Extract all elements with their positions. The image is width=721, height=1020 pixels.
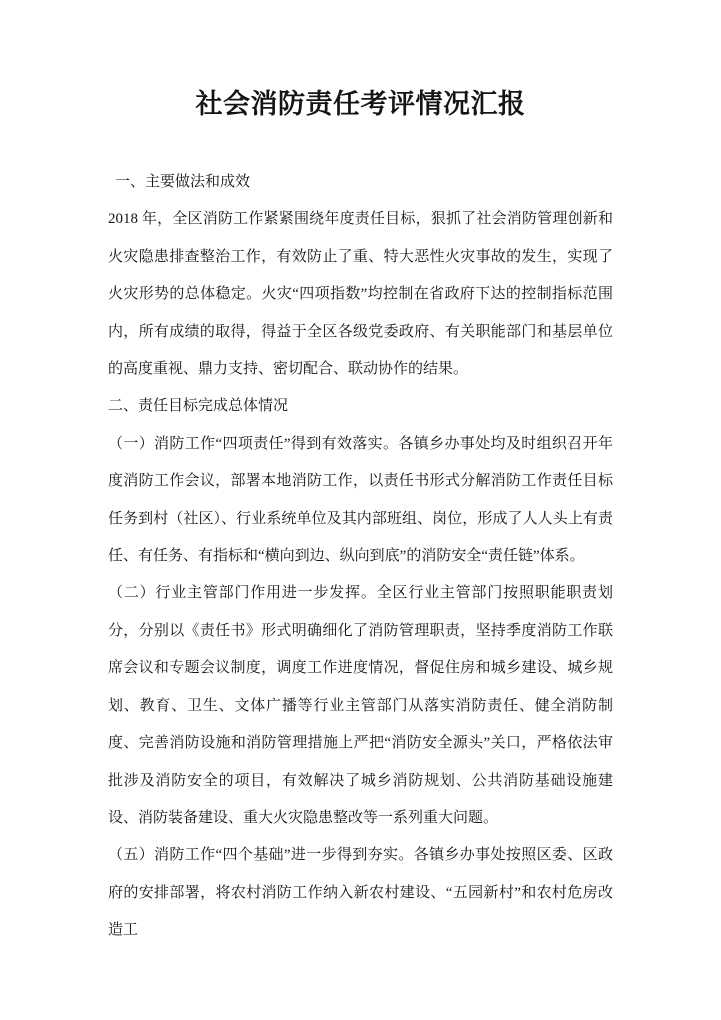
section-2-heading: 二、责任目标完成总体情况 bbox=[108, 398, 289, 415]
document-body bbox=[0, 164, 721, 950]
document-title: 社会消防责任考评情况汇报 bbox=[195, 89, 526, 119]
section-1-heading: 一、主要做法和成效 bbox=[115, 174, 251, 190]
section-1-paragraph-1: 2018 年，全区消防工作紧紧围绕年度责任目标，狠抓了社会消防管理创新和火灾隐患排查整治工作，有效防止了重、特大恶性火灾事故的发生，实现了火灾形势的总体稳定。火灾“四项指数”均控制在省政府下达的控制指标范围内，所有成绩的取得，得益于全区各级党委政府、有关职能部门和基层单位的高度重视、鼎力支持、密切配合、联动协作的结果。 bbox=[108, 211, 613, 378]
section-2-paragraph-2: （二）行业主管部门作用进一步发挥。全区行业主管部门按照职能职责划分，分别以《责任书》形式明确细化了消防管理职责，坚持季度消防工作联席会议和专题会议制度，调度工作进度情况，督促住房和城乡建设、城乡规划、教育、卫生、文体广播等行业主管部门从落实消防责任、健全消防制度、完善消防设施和消防管理措施上严把“消防安全源头”关口，严格依法审批涉及消防安全的项目，有效解决了城乡消防规划、公共消防基础设施建设、消防装备建设、重大火灾隐患整改等一系列重大问题。 bbox=[108, 585, 613, 826]
section-2-paragraph-3: （五）消防工作“四个基础”进一步得到夯实。各镇乡办事处按照区委、区政府的安排部署，将农村消防工作纳入新农村建设、“五园新村”和农村危房改造工 bbox=[108, 847, 613, 939]
section-2-paragraph-1: （一）消防工作“四项责任”得到有效落实。各镇乡办事处均及时组织召开年度消防工作会议，部署本地消防工作，以责任书形式分解消防工作责任目标任务到村（社区）、行业系统单位及其内部班组、岗位，形成了人人头上有责任、有任务、有指标和“横向到边、纵向到底”的消防安全“责任链”体系。 bbox=[108, 435, 613, 565]
